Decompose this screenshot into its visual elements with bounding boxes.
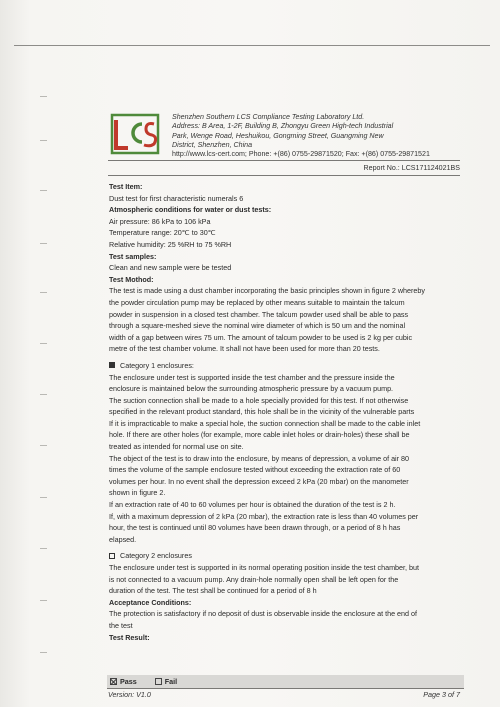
test-item-value: Dust test for first characteristic numerals 6 <box>109 193 244 203</box>
atmos-line: Temperature range: 20℃ to 30℃ <box>109 228 216 238</box>
cat2-line: duration of the test. The test shall be continued for a period of 8 h <box>109 586 317 596</box>
cat1-line: enclosure is maintained below the surrounding atmospheric pressure by a vacuum pump. <box>109 384 394 394</box>
margin-mark <box>40 190 47 191</box>
pass-option[interactable] <box>110 675 137 688</box>
cat1-line: If it is impracticable to make a special hole, the suction connection shall be made to the cable inlet <box>109 418 421 428</box>
atmos-line: Relative humidity: 25 %RH to 75 %RH <box>109 239 232 249</box>
lab-header <box>172 113 472 159</box>
header-divider <box>108 175 460 176</box>
atmos-heading: Atmospheric conditions for water or dust tests: <box>109 205 272 215</box>
method-heading: Test Mothod: <box>109 274 154 284</box>
margin-mark <box>40 243 47 244</box>
method-line: powder in suspension in a closed test chamber. The talcum powder used shall be able to pass <box>109 309 409 319</box>
margin-mark <box>40 497 47 498</box>
category-2-label: Category 2 enclosures <box>120 551 192 561</box>
result-heading: Test Result: <box>109 632 150 642</box>
margin-mark <box>40 343 47 344</box>
margin-mark <box>40 292 47 293</box>
cat1-line: hole. If there are other holes (for example, more cable inlet holes or drain-holes) these shall be <box>109 430 410 440</box>
cat1-line: If an extraction rate of 40 to 60 volumes per hour is obtained the duration of the test is 2 h. <box>109 500 396 510</box>
samples-heading: Test samples: <box>109 251 157 261</box>
margin-mark <box>40 652 47 653</box>
fail-option[interactable] <box>155 675 177 688</box>
footer-rule <box>107 688 464 689</box>
checked-checkbox-icon[interactable] <box>110 678 117 685</box>
margin-mark <box>40 96 47 97</box>
margin-mark <box>40 445 47 446</box>
cat1-line: hour, the test is continued until 80 volumes have been drawn through, or a period of 8 h has <box>109 523 401 533</box>
cat1-line: elapsed. <box>109 534 137 544</box>
report-body <box>109 181 469 643</box>
margin-mark <box>40 140 47 141</box>
lab-address-line: District, Shenzhen, China <box>172 140 253 149</box>
top-rule <box>14 45 490 46</box>
method-line: width of a gap between wires 75 um. The amount of talcum powder to be used is 2 kg per cubic <box>109 332 413 342</box>
lab-name: Shenzhen Southern LCS Compliance Testing Laboratory Ltd. <box>172 113 365 121</box>
filled-square-icon <box>109 362 115 368</box>
lab-address-line: Park, Wenge Road, Heshuikou, Gongming Street, Guangming New <box>172 131 384 140</box>
empty-square-icon <box>109 553 115 559</box>
fail-label: Fail <box>164 677 178 686</box>
test-result-box <box>107 675 464 688</box>
category-1-label: Category 1 enclosures: <box>120 360 194 370</box>
samples-value: Clean and new sample were be tested <box>109 263 232 273</box>
cat1-line: If, with a maximum depression of 2 kPa (20 mbar), the extraction rate is less than 40 volumes per <box>109 511 419 521</box>
cat1-line: The suction connection shall be made to a hole specially provided for this test. If not otherwise <box>109 395 409 405</box>
cat1-line: specified in the relevant product standard, this hole shall be in the vicinity of the vulnerable parts <box>109 407 415 417</box>
cat1-line: The enclosure under test is supported inside the test chamber and the pressure inside the <box>109 372 395 382</box>
method-line: through a square-meshed sieve the nominal wire diameter of which is 50 um and the nominal <box>109 321 406 331</box>
acceptance-line: The protection is satisfactory if no deposit of dust is observable inside the enclosure at the end of <box>109 609 418 619</box>
lab-contact: http://www.lcs-cert.com; Phone: +(86) 0755-29871520; Fax: +(86) 0755-29871521 <box>172 150 430 159</box>
report-number: Report No.: LCS171124021BS <box>363 164 460 172</box>
category-2-row <box>109 550 469 562</box>
header-divider <box>108 160 460 161</box>
method-line: the powder circulation pump may be replaced by other means suitable to maintain the talcum <box>109 297 405 307</box>
margin-mark <box>40 548 47 549</box>
cat1-line: shown in figure 2. <box>109 488 166 498</box>
method-line: metre of the test chamber volume. It shall not have been used for more than 20 tests. <box>109 344 380 354</box>
acceptance-line: the test <box>109 620 133 630</box>
lcs-logo <box>110 112 162 156</box>
page-number: Page 3 of 7 <box>423 690 460 699</box>
lab-address-line: Address: B Area, 1-2F, Building B, Zhongyu Green High-tech Industrial <box>172 122 394 131</box>
cat2-line: is not connected to a vacuum pump. Any drain-hole normally open shall be left open for the <box>109 574 399 584</box>
pass-label: Pass <box>120 677 137 686</box>
version-label: Version: V1.0 <box>108 690 151 699</box>
empty-checkbox-icon[interactable] <box>155 678 162 685</box>
margin-mark <box>40 394 47 395</box>
cat2-line: The enclosure under test is supported in its normal operating position inside the test chamber, but <box>109 563 420 572</box>
method-line: The test is made using a dust chamber incorporating the basic principles shown in figure 2 whereby <box>109 286 426 296</box>
acceptance-heading: Acceptance Conditions: <box>109 597 192 607</box>
cat1-line: treated as intended for normal use on site. <box>109 442 244 452</box>
test-item-heading: Test Item: <box>109 182 143 191</box>
cat1-line: times the volume of the sample enclosure tested without exceeding the extraction rate of 60 <box>109 465 401 475</box>
cat1-line: The object of the test is to draw into the enclosure, by means of depression, a volume of air 80 <box>109 453 410 463</box>
atmos-line: Air pressure: 86 kPa to 106 kPa <box>109 216 211 226</box>
margin-mark <box>40 600 47 601</box>
category-1-row <box>109 360 469 372</box>
cat1-line: volumes per hour. In no event shall the depression exceed 2 kPa (20 mbar) on the manometer <box>109 476 409 486</box>
